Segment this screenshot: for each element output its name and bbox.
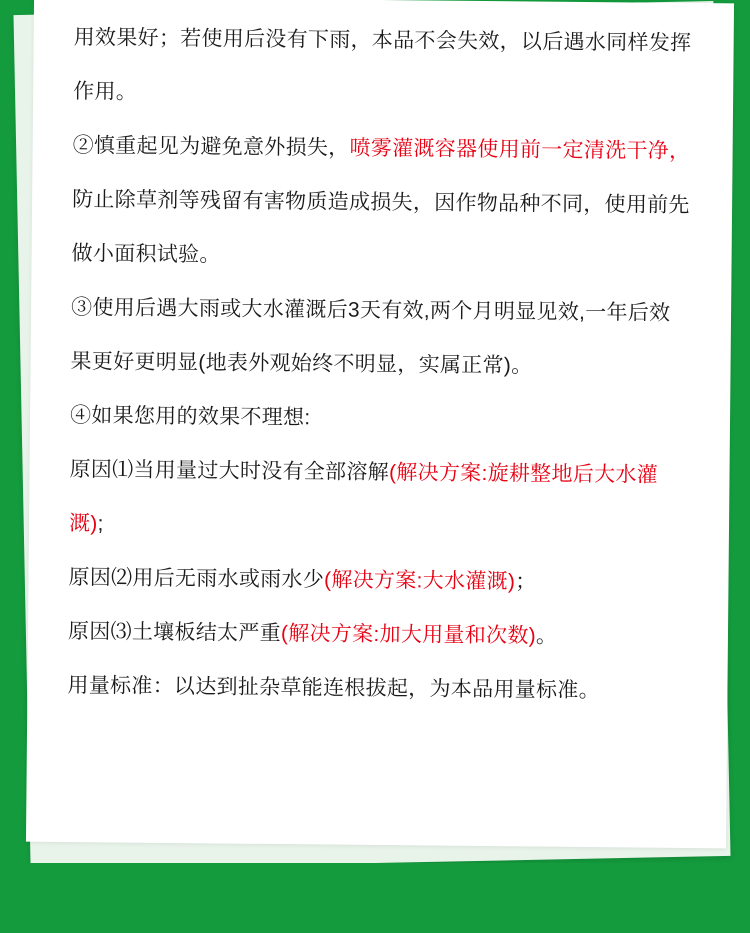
white-paper-sheet [26,0,734,848]
body-text: ③使用后遇大雨或大水灌溉后3天有效,两个月明显见效,一年后效果更好更明显(地表外观始终不明显，实属正常)。 [70,296,671,378]
body-text: ; [97,512,104,536]
paragraph [70,281,691,395]
paragraph [69,443,690,557]
body-text: 原因⑴当用量过大时没有全部溶解 [69,458,390,485]
paragraph [73,11,694,125]
paragraph [67,659,687,719]
body-text: 原因⑵用后无雨水或雨水少 [68,566,325,592]
paragraph [70,389,690,449]
highlight-text: (解决方案:大水灌溉) [323,568,516,594]
body-text: ④如果您用的效果不理想: [69,404,311,430]
paragraph [68,605,688,665]
body-text: ； [515,570,537,594]
body-text: 原因⑶土壤板结太严重 [67,620,282,646]
body-text: 用效果好；若使用后没有下雨，本品不会失效，以后遇水同样发挥作用。 [73,26,692,104]
highlight-text: 喷雾灌溉容器使用前一定清洗干净， [349,136,691,163]
paragraph [68,551,688,611]
body-text: ②慎重起见为避免意外损失， [72,134,350,160]
highlight-text: (解决方案:旋耕整地后大水灌溉) [68,461,659,536]
body-text: 。 [535,624,558,648]
bottom-green-band [0,863,750,933]
highlight-text: (解决方案:加大用量和次数) [280,622,537,648]
body-text: 用量标准：以达到扯杂草能连根拔起，为本品用量标准。 [67,674,601,703]
body-text: 防止除草剂等残留有害物质造成损失，因作物品种不同，使用前先做小面积试验。 [71,188,690,267]
paragraph [71,119,693,287]
instruction-text-block [67,11,694,719]
